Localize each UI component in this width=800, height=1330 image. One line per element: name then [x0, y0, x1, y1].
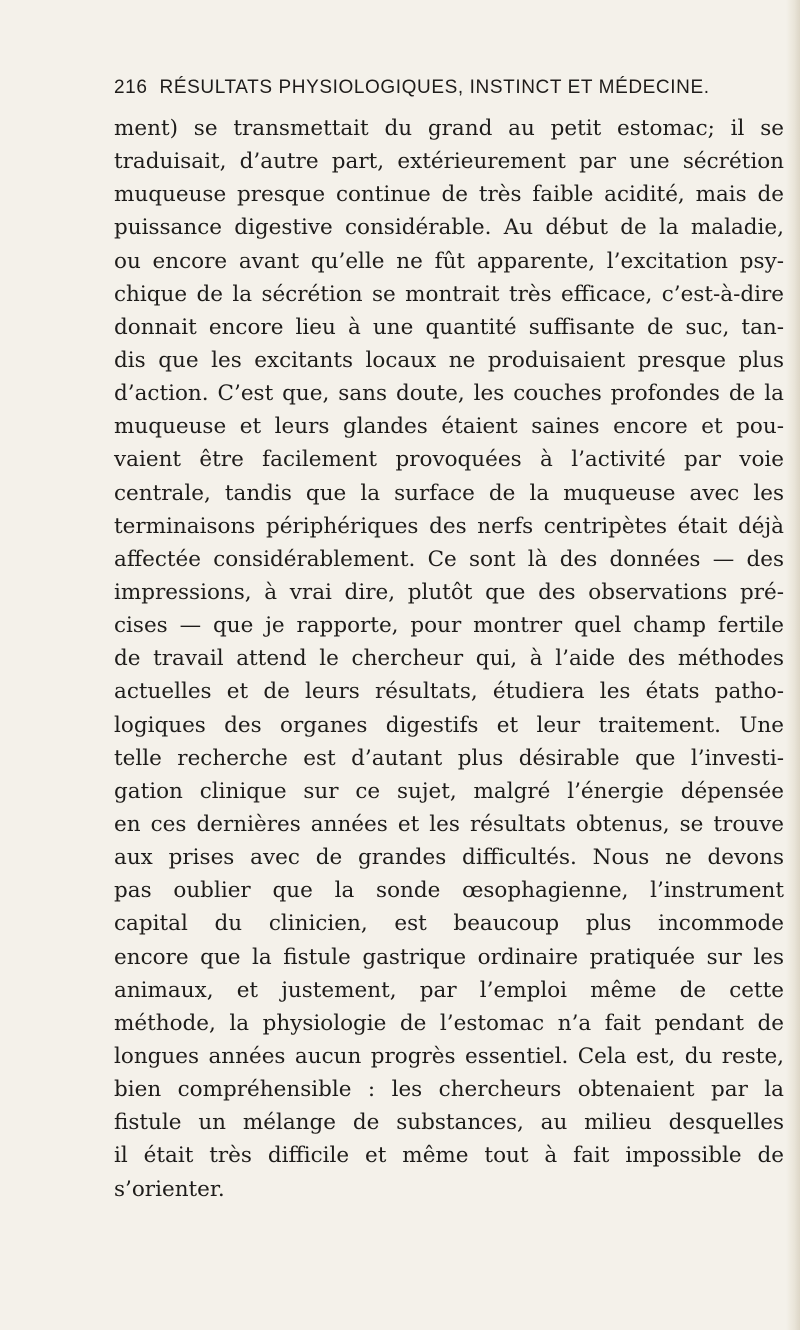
text-line: encore que la fistule gastrique ordinaire pratiquée sur les [114, 944, 784, 970]
text-line: ment) se transmettait du grand au petit estomac; il se [114, 116, 784, 141]
text-line: bien compréhensible : les chercheurs obtenaient par la [114, 1077, 784, 1103]
text-line: de travail attend le chercheur qui, à l’aide des méthodes [114, 646, 784, 672]
text-line: impressions, à vrai dire, plutôt que des observations pré- [114, 579, 784, 605]
text-line: fistule un mélange de substances, au milieu desquelles [114, 1110, 784, 1136]
text-line: gation clinique sur ce sujet, malgré l’énergie dépensée [114, 778, 784, 804]
running-head [114, 76, 774, 100]
text-line: animaux, et justement, par l’emploi même de cette [114, 977, 784, 1003]
text-line: muqueuse et leurs glandes étaient saines encore et pou- [114, 414, 784, 440]
text-line: d’action. C’est que, sans doute, les couches profondes de la [114, 381, 784, 407]
text-line: telle recherche est d’autant plus désirable que l’investi- [114, 745, 784, 771]
text-line: donnait encore lieu à une quantité suffisante de suc, tan- [114, 314, 784, 340]
text-line: vaient être facilement provoquées à l’activité par voie [114, 447, 784, 473]
text-line: en ces dernières années et les résultats obtenus, se trouve [114, 811, 784, 837]
text-line: chique de la sécrétion se montrait très efficace, c’est-à-dire [114, 281, 784, 307]
text-line: affectée considérablement. Ce sont là des données — des [114, 546, 784, 572]
text-line: aux prises avec de grandes difficultés. Nous ne devons [114, 845, 784, 871]
text-line: s’orienter. [114, 1176, 225, 1202]
text-line: dis que les excitants locaux ne produisaient presque plus [114, 347, 784, 373]
text-line: il était très difficile et même tout à fait impossible de [114, 1143, 784, 1169]
text-line: capital du clinicien, est beaucoup plus incommode [114, 911, 784, 937]
text-line: traduisait, d’autre part, extérieurement par une sécrétion [114, 149, 784, 175]
page-number: 216 [114, 77, 148, 98]
text-line: muqueuse presque continue de très faible acidité, mais de [114, 182, 784, 208]
page-edge [786, 0, 800, 1330]
text-line: pas oublier que la sonde œsophagienne, l’instrument [114, 878, 784, 904]
text-line: ou encore avant qu’elle ne fût apparente, l’excitation psy- [114, 248, 784, 274]
body-paragraph [114, 112, 784, 1206]
text-line: actuelles et de leurs résultats, étudiera les états patho- [114, 679, 784, 705]
running-title: RÉSULTATS PHYSIOLOGIQUES, INSTINCT ET MÉDECINE. [159, 77, 710, 98]
text-line: longues années aucun progrès essentiel. Cela est, du reste, [114, 1043, 784, 1069]
text-line: logiques des organes digestifs et leur traitement. Une [114, 712, 784, 738]
text-line: terminaisons périphériques des nerfs centripètes était déjà [114, 513, 784, 539]
text-line: cises — que je rapporte, pour montrer quel champ fertile [114, 613, 784, 639]
text-line: puissance digestive considérable. Au début de la maladie, [114, 215, 784, 241]
text-line: centrale, tandis que la surface de la muqueuse avec les [114, 480, 784, 506]
text-line: méthode, la physiologie de l’estomac n’a fait pendant de [114, 1010, 784, 1036]
